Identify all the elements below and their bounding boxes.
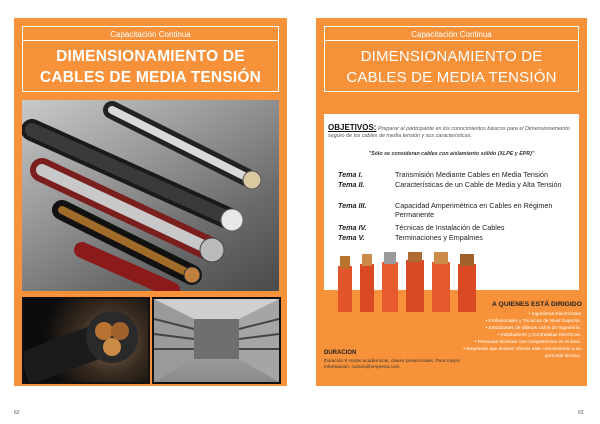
left-title — [23, 46, 278, 88]
audience-item: • Personas técnicas con competencias en el área. — [474, 340, 581, 345]
right-page — [316, 18, 587, 386]
topic-text: Características de un Cable de Media y Alta Tensión — [395, 180, 562, 189]
topic-label: Tema III. — [338, 201, 367, 210]
topic-text: Capacidad Amperimétrica en Cables en Régimen Permanente — [395, 201, 553, 219]
course-content-box — [324, 114, 579, 290]
audience-item: personal técnico. — [544, 354, 581, 359]
duration-text: Duración 8 Horas académicas, clases presenciales. Para mayor información: cursos@empresa.com — [324, 359, 461, 370]
topic-label: Tema II. — [338, 180, 365, 189]
cable-tunnel-illustration — [154, 299, 279, 382]
audience-item: • Profesionales y Técnicos de Nivel Superior, — [485, 319, 581, 324]
page-number-right: 63 — [578, 410, 584, 416]
topic-text: Transmisión Mediante Cables en Media Tensión — [395, 170, 549, 179]
topic-text: Terminaciones y Empalmes — [395, 233, 483, 242]
left-title-line2: CABLES DE MEDIA TENSIÓN — [39, 69, 262, 86]
left-kicker: Capacitación Continua — [110, 30, 191, 39]
audience-item: • Instaladores y Contratistas Eléctricos. — [497, 333, 581, 338]
objectives-text: Preparar al participante en los conocimientos básicos para el Dimensionamiento seguro de los cables de media tensión y sus características. — [328, 126, 570, 139]
left-page — [14, 18, 287, 386]
cables-strip-photo — [324, 252, 579, 290]
audience-item: • Ingenieros Electricistas — [528, 312, 581, 317]
duration-label: DURACION — [324, 350, 357, 356]
right-header-box — [324, 26, 579, 92]
audience-item: • Estudiantes de últimos ciclos de Ingeniería. — [485, 326, 581, 331]
cables-photo — [22, 100, 279, 291]
topic-label: Tema V. — [338, 233, 365, 242]
topic-text: Técnicas de Instalación de Cables — [395, 223, 505, 232]
audience-title: A QUIENES ESTÁ DIRIGIDO — [491, 301, 582, 308]
cable-tunnel-photo — [152, 297, 281, 384]
right-title-line2: CABLES DE MEDIA TENSIÓN — [346, 69, 557, 86]
topic-label: Tema I. — [338, 170, 363, 179]
insulation-note: "Sólo se consideran cables con aislamiento sólido (XLPE y EPR)" — [368, 151, 535, 157]
page-number-left: 62 — [14, 410, 20, 416]
objectives-label: OBJETIVOS: — [328, 123, 377, 132]
audience-item: • Empresas que deseen ofrecer este conocimiento a su — [463, 347, 581, 352]
cables-illustration — [22, 100, 279, 291]
right-title-line1: DIMENSIONAMIENTO DE — [360, 48, 543, 65]
cable-cross-section-illustration — [24, 299, 148, 382]
right-header-divider — [325, 40, 578, 41]
cable-cross-section-photo — [22, 297, 150, 384]
right-kicker: Capacitación Continua — [411, 30, 492, 39]
left-title-line1: DIMENSIONAMIENTO DE — [56, 48, 245, 65]
left-header-box — [22, 26, 279, 92]
topic-label: Tema IV. — [338, 223, 367, 232]
left-header-divider — [23, 40, 278, 41]
objectives — [328, 124, 573, 140]
right-title — [325, 46, 578, 88]
